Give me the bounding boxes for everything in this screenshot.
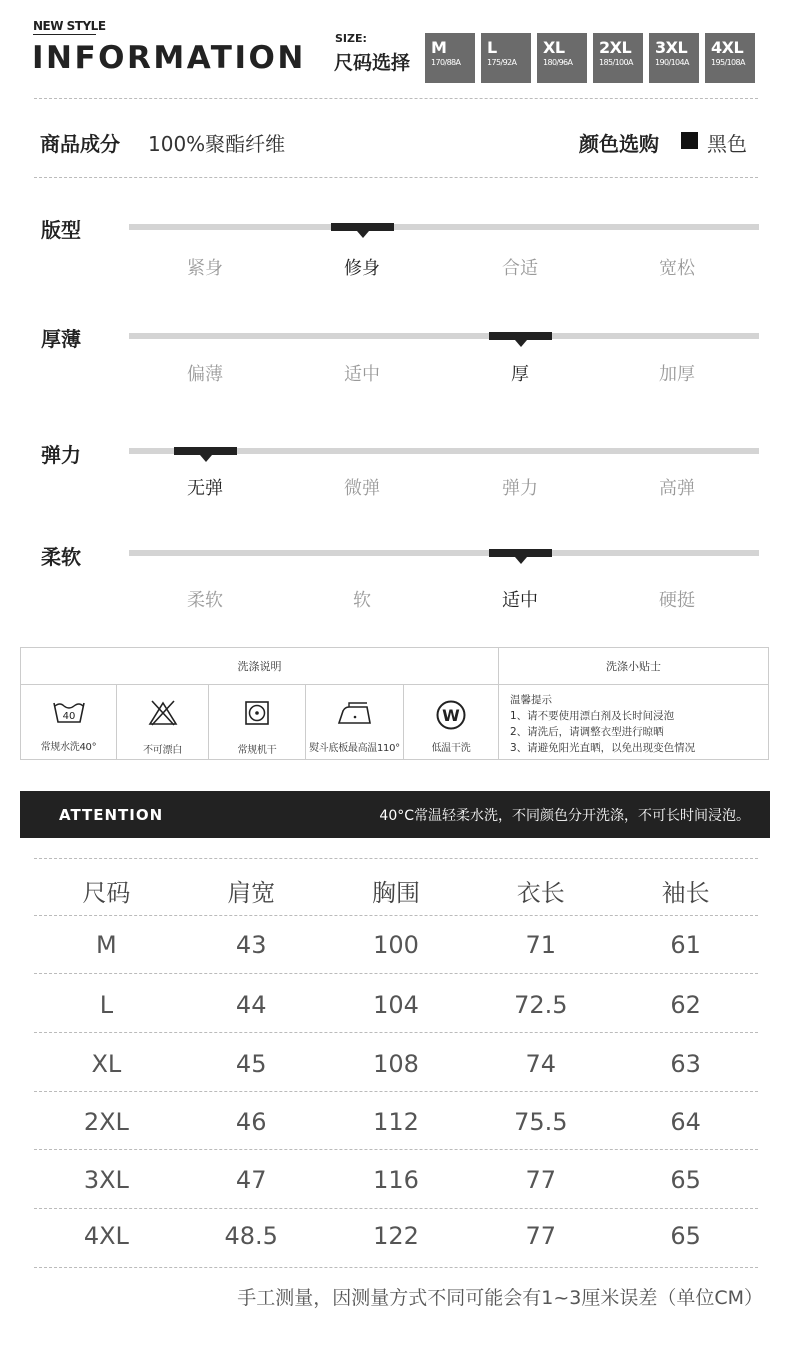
table-row [34, 1108, 758, 1136]
table-cell: 71 [525, 931, 557, 959]
wash-cell-iron [306, 685, 404, 759]
attribute-track [129, 448, 759, 454]
table-divider [34, 1091, 758, 1092]
table-cell: 72.5 [514, 991, 568, 1019]
table-cell: 胸围 [371, 879, 420, 907]
attribute-track [129, 333, 759, 339]
table-row [34, 1050, 758, 1078]
tip-item: 3、请避免阳光直晒，以免出现变色情况 [510, 742, 696, 754]
table-cell: 62 [670, 991, 701, 1019]
size-spec: 170/88A [431, 58, 461, 67]
composition-label: 商品成分 [40, 132, 120, 156]
attention-label: ATTENTION [59, 806, 164, 824]
table-cell: 肩宽 [227, 879, 276, 907]
size-option-4xl[interactable] [705, 33, 755, 83]
wash-cell-machine-wash [21, 685, 117, 759]
wash-caption: 熨斗底板最高温110° [309, 743, 400, 754]
wash-temp-badge: 40 [62, 711, 75, 722]
wash-instructions-title: 洗涤说明 [21, 648, 499, 685]
table-row [34, 931, 758, 959]
table-cell: 112 [373, 1108, 419, 1136]
wash-cell-tumble-dry [209, 685, 306, 759]
wet-clean-badge: W [442, 706, 460, 725]
divider [34, 98, 758, 99]
wash-cell-wet-clean [404, 685, 499, 759]
wash-caption: 低温干洗 [431, 743, 471, 754]
size-name: 3XL [655, 38, 688, 57]
table-cell: 77 [525, 1222, 557, 1250]
size-spec: 195/108A [711, 58, 745, 67]
color-swatch[interactable] [681, 132, 698, 149]
table-row [34, 1166, 758, 1194]
page-title: INFORMATION [32, 40, 306, 76]
table-divider [34, 1208, 758, 1209]
size-option-m[interactable] [425, 33, 475, 83]
size-select-label: 尺码选择 [334, 52, 411, 74]
size-option-2xl[interactable] [593, 33, 643, 83]
table-cell: 袖长 [661, 879, 710, 907]
no-bleach-icon [148, 699, 178, 731]
table-cell: 116 [373, 1166, 419, 1194]
attribute-option: 偏薄 [187, 364, 223, 385]
attention-text: 40°C常温轻柔水洗，不同颜色分开洗涤，不可长时间浸泡。 [379, 808, 750, 824]
divider [34, 858, 758, 859]
size-options [425, 33, 755, 83]
table-cell: 45 [235, 1050, 267, 1078]
attribute-track [129, 224, 759, 230]
wash-caption: 不可漂白 [143, 745, 182, 756]
table-cell: 61 [670, 931, 701, 959]
attribute-option: 微弹 [344, 478, 380, 499]
attribute-option: 合适 [502, 258, 538, 279]
size-option-xl[interactable] [537, 33, 587, 83]
attribute-track [129, 550, 759, 556]
table-cell: 64 [670, 1108, 701, 1136]
size-option-l[interactable] [481, 33, 531, 83]
size-name: XL [543, 38, 565, 57]
table-cell: 77 [525, 1166, 557, 1194]
table-row [34, 1222, 758, 1250]
table-divider [34, 973, 758, 974]
attribute-option: 弹力 [502, 478, 538, 499]
table-cell: 122 [373, 1222, 419, 1250]
new-style-label: NEW STYLE [33, 19, 106, 33]
table-divider [34, 1032, 758, 1033]
tip-title: 温馨提示 [510, 694, 552, 706]
attribute-option: 无弹 [187, 478, 223, 499]
iron-icon [335, 699, 375, 731]
attribute-option: 厚 [511, 364, 529, 385]
attribute-option: 修身 [344, 258, 380, 279]
attribute-marker [331, 223, 394, 231]
attribute-label: 柔软 [41, 545, 81, 569]
size-name: L [487, 38, 497, 57]
tip-item: 1、请不要使用漂白剂及长时间浸泡 [510, 710, 675, 722]
table-cell: L [99, 991, 114, 1019]
size-spec: 190/104A [655, 58, 689, 67]
table-cell: 65 [670, 1166, 701, 1194]
size-option-3xl[interactable] [649, 33, 699, 83]
table-cell: 3XL [83, 1166, 129, 1194]
table-cell: M [96, 931, 117, 959]
measurement-note: 手工测量，因测量方式不同可能会有1~3厘米误差（单位CM） [237, 1287, 763, 1309]
tip-item: 2、请洗后，请调整衣型进行晾晒 [510, 726, 664, 738]
table-cell: 43 [235, 931, 267, 959]
table-cell: XL [91, 1050, 122, 1078]
table-cell: 48.5 [224, 1222, 278, 1250]
size-name: M [431, 38, 447, 57]
wash-table [20, 647, 769, 760]
attribute-option: 柔软 [187, 590, 223, 611]
wash-40-icon [52, 699, 86, 729]
table-cell: 74 [525, 1050, 557, 1078]
table-cell: 108 [373, 1050, 419, 1078]
table-cell: 衣长 [516, 879, 565, 907]
wash-tips [510, 692, 695, 756]
attention-bar [20, 791, 770, 838]
table-cell: 44 [235, 991, 267, 1019]
table-cell: 65 [670, 1222, 701, 1250]
table-cell: 2XL [83, 1108, 129, 1136]
wash-caption: 常规机干 [237, 745, 277, 756]
table-cell: 75.5 [514, 1108, 568, 1136]
attribute-marker [489, 332, 552, 340]
attribute-option: 宽松 [659, 258, 695, 279]
table-header-row [34, 873, 758, 908]
size-spec: 175/92A [487, 58, 517, 67]
table-cell: 100 [373, 931, 419, 959]
table-row [34, 991, 758, 1019]
attribute-option: 适中 [344, 364, 380, 385]
table-cell: 46 [235, 1108, 267, 1136]
table-divider [34, 915, 758, 916]
wash-cell-no-bleach [117, 685, 209, 759]
size-spec: 185/100A [599, 58, 633, 67]
size-name: 2XL [599, 38, 632, 57]
wash-tips-title: 洗涤小贴士 [499, 648, 768, 685]
size-name: 4XL [711, 38, 744, 57]
table-cell: 63 [670, 1050, 701, 1078]
color-value: 黑色 [707, 132, 747, 156]
attribute-option: 加厚 [659, 364, 695, 385]
attribute-marker [174, 447, 237, 455]
color-label: 颜色选购 [579, 132, 659, 156]
attribute-label: 弹力 [41, 443, 81, 467]
composition-value: 100%聚酯纤维 [148, 132, 286, 156]
attribute-marker [489, 549, 552, 557]
size-spec: 180/96A [543, 58, 573, 67]
wash-caption: 常规水洗40° [40, 742, 97, 753]
divider [34, 177, 758, 178]
wet-clean-icon [435, 699, 467, 735]
table-divider [34, 1149, 758, 1150]
table-cell: 47 [235, 1166, 267, 1194]
tumble-dry-icon [243, 699, 271, 731]
size-label: SIZE: [335, 32, 367, 45]
attribute-option: 高弹 [659, 478, 695, 499]
attribute-label: 版型 [41, 218, 81, 242]
attribute-option: 硬挺 [659, 590, 695, 611]
table-cell: 4XL [83, 1222, 129, 1250]
table-cell: 104 [373, 991, 419, 1019]
attribute-option: 软 [353, 590, 371, 611]
attribute-label: 厚薄 [41, 327, 81, 351]
table-cell: 尺码 [82, 879, 131, 907]
attribute-option: 紧身 [187, 258, 223, 279]
new-style-underline [33, 34, 96, 35]
attribute-option: 适中 [502, 590, 538, 611]
table-divider [34, 1267, 758, 1268]
